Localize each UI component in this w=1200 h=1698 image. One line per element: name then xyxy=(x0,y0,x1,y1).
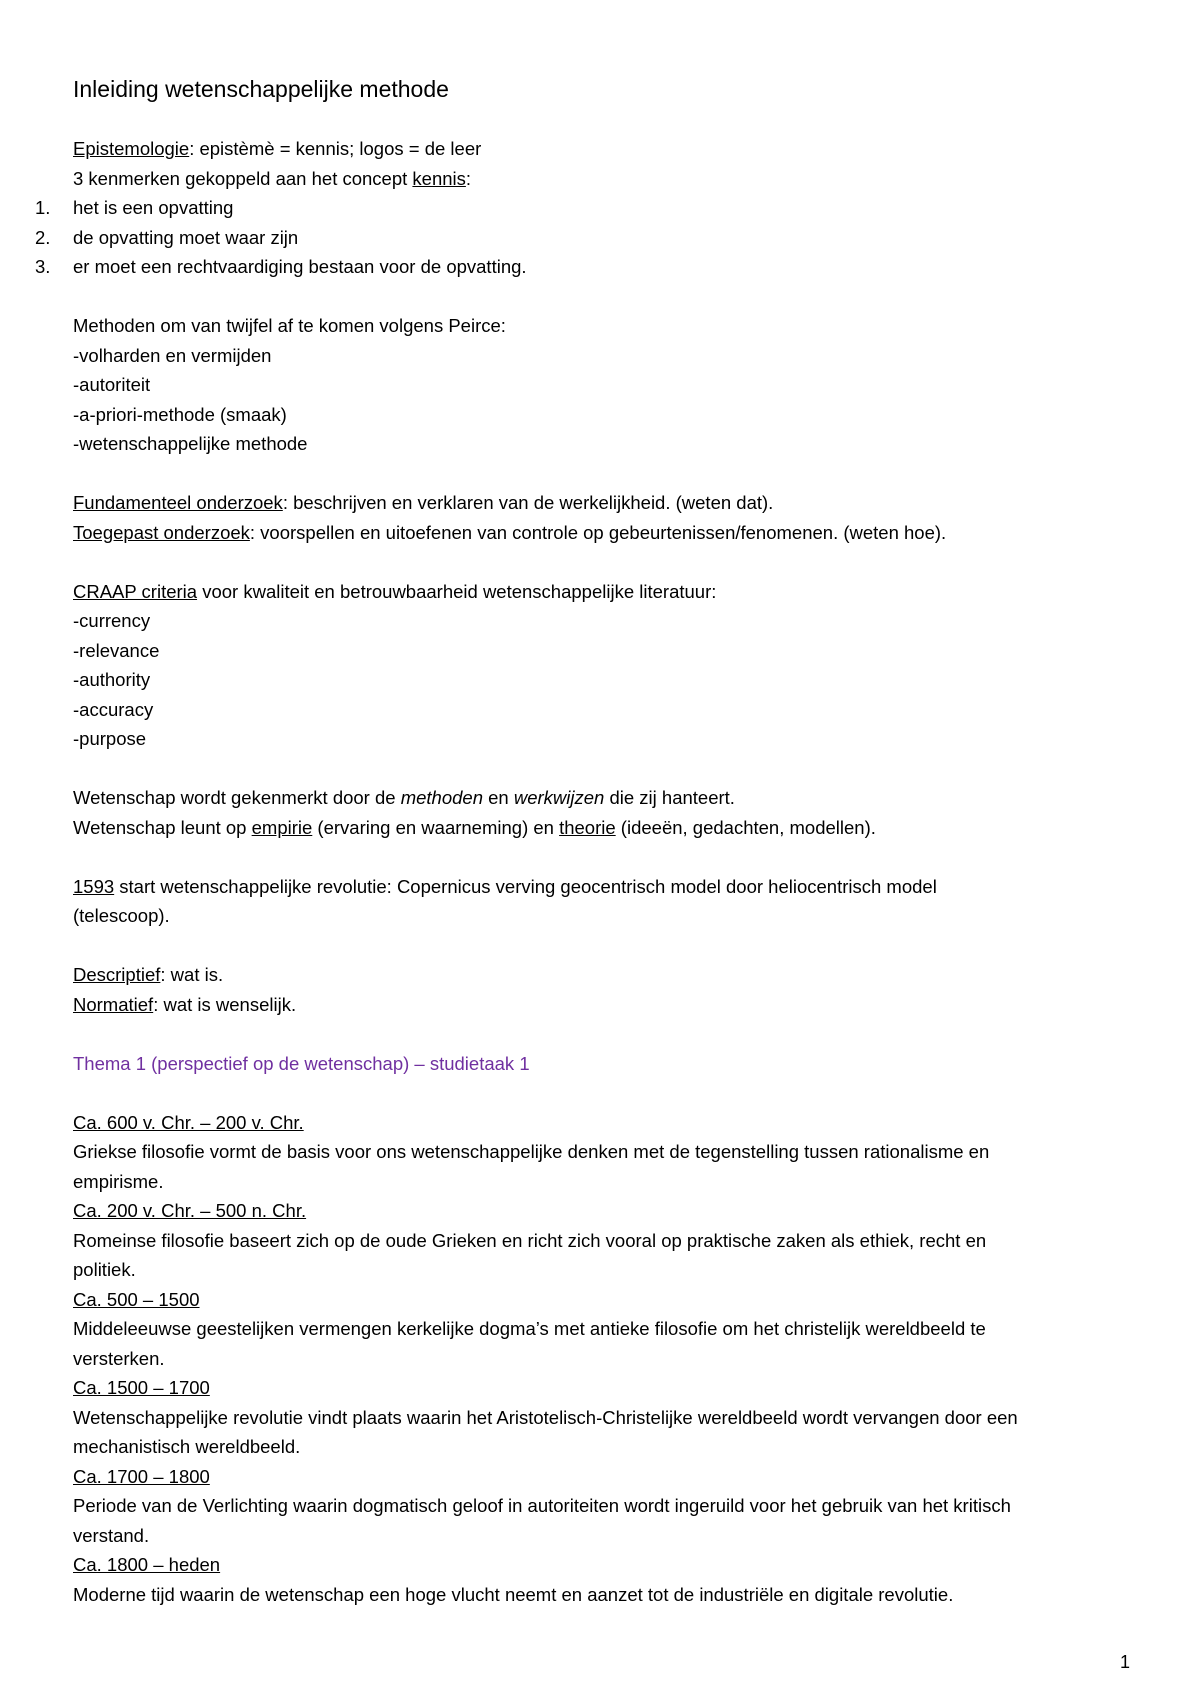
period-label: Ca. 500 – 1500 xyxy=(73,1288,200,1310)
revolution-year: 1593 xyxy=(73,875,115,897)
period-description: Moderne tijd waarin de wetenschap een hoge vlucht neemt en aanzet tot de industriële en digitale revolutie. xyxy=(73,1583,954,1605)
peirce-item: -autoriteit xyxy=(73,374,151,395)
text-segment: Wetenschap leunt op xyxy=(73,816,252,838)
period-description: Wetenschappelijke revolutie vindt plaats waarin het Aristotelisch-Christelijke wereldbeeld wordt vervangen door een xyxy=(73,1406,1018,1428)
empirie-term: empirie xyxy=(251,816,313,838)
craap-item: -relevance xyxy=(73,639,160,661)
revolution-line xyxy=(73,872,1133,902)
list-number: 3. xyxy=(35,256,51,277)
craap-text: voor kwaliteit en betrouwbaarheid wetenschappelijke literatuur: xyxy=(197,580,717,602)
knowledge-characteristics-list xyxy=(35,193,1133,282)
period-block xyxy=(73,1373,1133,1462)
fundamental-research xyxy=(73,488,1133,518)
spacer xyxy=(73,547,1133,577)
applied-research-text: : voorspellen en uitoefenen van controle op gebeurtenissen/fenomenen. (weten hoe). xyxy=(249,521,947,543)
list-number: 2. xyxy=(35,226,51,248)
fundamental-research-term: Fundamenteel onderzoek xyxy=(73,492,283,513)
spacer xyxy=(73,931,1133,961)
craap-heading xyxy=(73,577,1133,607)
period-block xyxy=(73,1108,1133,1197)
text-segment: (ervaring en waarneming) en xyxy=(312,816,560,838)
knowledge-term: kennis xyxy=(412,167,466,189)
text-segment: Wetenschap wordt gekenmerkt door de xyxy=(73,787,401,808)
knowledge-characteristics-intro xyxy=(73,164,1133,194)
page-number: 1 xyxy=(1120,1652,1131,1672)
workways-term: werkwijzen xyxy=(513,787,605,808)
spacer xyxy=(73,754,1133,784)
period-description-continued: versterken. xyxy=(73,1347,165,1369)
applied-research xyxy=(73,518,1133,548)
craap-item: -currency xyxy=(73,610,151,631)
peirce-item: -a-priori-methode (smaak) xyxy=(73,403,287,425)
text-segment: en xyxy=(483,787,514,808)
period-description-continued: mechanistisch wereldbeeld. xyxy=(73,1436,301,1457)
intro-prefix: 3 kenmerken gekoppeld aan het concept xyxy=(73,167,413,189)
period-block xyxy=(73,1462,1133,1551)
revolution-line-continued: (telescoop). xyxy=(73,905,170,926)
period-description-continued: politiek. xyxy=(73,1259,136,1280)
applied-research-term: Toegepast onderzoek xyxy=(73,521,250,543)
descriptive-line xyxy=(73,960,1133,990)
normative-text: : wat is wenselijk. xyxy=(153,993,297,1015)
list-item-text: het is een opvatting xyxy=(73,197,234,218)
period-block xyxy=(73,1550,1133,1609)
epistemology-definition-text: : epistèmè = kennis; logos = de leer xyxy=(189,138,482,159)
period-description: Periode van de Verlichting waarin dogmatisch geloof in autoriteiten wordt ingeruild voor het gebruik van het kritisch xyxy=(73,1495,1011,1516)
fundamental-research-text: : beschrijven en verklaren van de werkelijkheid. (weten dat). xyxy=(282,492,774,513)
list-item xyxy=(35,193,1133,223)
page-title: Inleiding wetenschappelijke methode xyxy=(73,76,449,102)
normative-term: Normatief xyxy=(73,993,154,1015)
list-item xyxy=(35,223,1133,253)
craap-term: CRAAP criteria xyxy=(73,580,198,602)
craap-item: -purpose xyxy=(73,728,147,749)
craap-item: -accuracy xyxy=(73,698,154,720)
period-label: Ca. 1800 – heden xyxy=(73,1554,221,1575)
period-label: Ca. 1500 – 1700 xyxy=(73,1377,210,1398)
period-description: Griekse filosofie vormt de basis voor ons wetenschappelijke denken met de tegenstelling tussen rationalisme en xyxy=(73,1141,990,1162)
science-methods-line xyxy=(73,783,1133,813)
period-description-continued: empirisme. xyxy=(73,1170,164,1192)
craap-item: -authority xyxy=(73,669,151,690)
period-description-continued: verstand. xyxy=(73,1524,150,1546)
list-item-text: er moet een rechtvaardiging bestaan voor de opvatting. xyxy=(73,256,527,277)
text-segment: (ideeën, gedachten, modellen). xyxy=(615,816,876,838)
text-segment: die zij hanteert. xyxy=(604,787,735,808)
normative-line xyxy=(73,990,1133,1020)
spacer xyxy=(73,1019,1133,1049)
epistemology-definition xyxy=(73,134,1133,164)
spacer xyxy=(73,459,1133,489)
peirce-item: -volharden en vermijden xyxy=(73,344,272,366)
descriptive-text: : wat is. xyxy=(160,964,224,985)
spacer xyxy=(73,1078,1133,1108)
science-empirie-line xyxy=(73,813,1133,843)
document-body xyxy=(35,74,1133,1609)
list-number: 1. xyxy=(35,197,51,218)
period-description: Middeleeuwse geestelijken vermengen kerkelijke dogma’s met antieke filosofie om het christelijk wereldbeeld te xyxy=(73,1318,986,1339)
period-label: Ca. 1700 – 1800 xyxy=(73,1465,210,1487)
period-label: Ca. 600 v. Chr. – 200 v. Chr. xyxy=(73,1111,304,1133)
methods-term: methoden xyxy=(400,787,483,808)
peirce-heading: Methoden om van twijfel af te komen volgens Peirce: xyxy=(73,315,506,336)
theme-heading: Thema 1 (perspectief op de wetenschap) – studietaak 1 xyxy=(73,1052,530,1074)
epistemology-term: Epistemologie xyxy=(73,138,190,159)
period-description: Romeinse filosofie baseert zich op de oude Grieken en richt zich vooral op praktische zaken als ethiek, recht en xyxy=(73,1229,987,1251)
peirce-item: -wetenschappelijke methode xyxy=(73,433,308,454)
theorie-term: theorie xyxy=(559,816,616,838)
list-item xyxy=(35,252,1133,282)
list-item-text: de opvatting moet waar zijn xyxy=(73,226,299,248)
period-block xyxy=(73,1285,1133,1374)
descriptive-term: Descriptief xyxy=(73,964,161,985)
period-label: Ca. 200 v. Chr. – 500 n. Chr. xyxy=(73,1200,307,1221)
revolution-text: start wetenschappelijke revolutie: Copernicus verving geocentrisch model door heliocentrisch model xyxy=(114,875,937,897)
period-block xyxy=(73,1196,1133,1285)
intro-suffix: : xyxy=(465,167,472,189)
spacer xyxy=(73,842,1133,872)
spacer xyxy=(73,282,1133,312)
